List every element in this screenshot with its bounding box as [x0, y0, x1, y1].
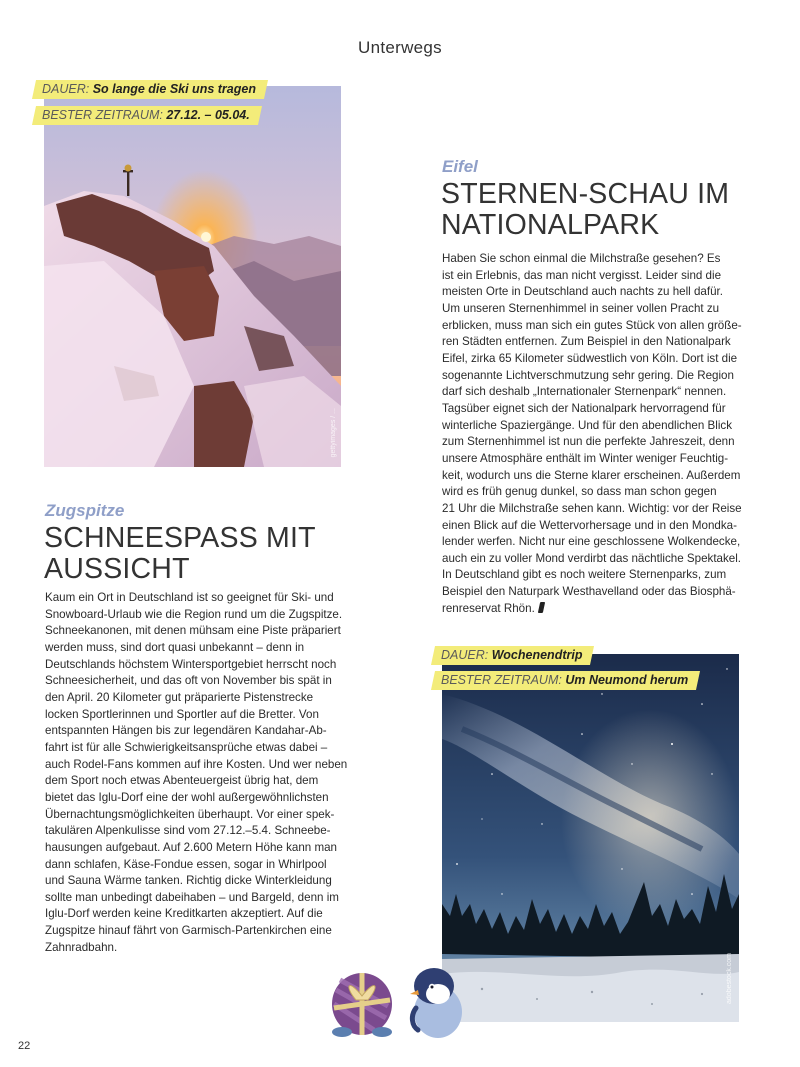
- eifel-kicker: Eifel: [442, 157, 478, 176]
- page-number: 22: [18, 1040, 31, 1052]
- gift-mascot-icon: [332, 973, 392, 1037]
- mountain-summit-image: [44, 86, 341, 467]
- eifel-article-body: Haben Sie schon einmal die Milchstraße gesehen? Es ist ein Erlebnis, das man nicht vergisst. Leider sind die meisten Orte in Deutschland auch nachts zu hell dafür. Um unseren Sternenhimmel in seiner vollen Pracht zu erblicken, muss man sich ein gutes Stück von allen größe- ren Städten entfernen. Zum Beispiel in den Nationalpark Eifel, zirka 65 Kilometer südwestlich von Köln. Dort ist die sogenannte Lichtverschmutzung sehr gering. Die Region darf sich deshalb „Internationaler Sternenpark“ nennen. Tagsüber eignet sich der Nationalpark hervorragend für winterliche Spaziergänge. Und für den abendlichen Blick zum Sternenhimmel ist nun die perfekte Jahreszeit, denn unsere Atmosphäre enthält im Winter weniger Feuchtig- keit, wodurch uns die Sterne klarer erscheinen. Außerdem wird es früh genug dunkel, so dass man schon gegen 21 Uhr die Milchstraße sehen kann. Wichtig: vor der Reise einen Blick auf die Wettervorhersage und in den Mondka- lender werfen. Nicht nur eine geschlossene Wolkendecke, auch ein zu voller Mond verdirbt das nächtliche Spektakel. In Deutschland gibt es noch weitere Sternenparks, zum Beispiel den Naturpark Westhavelland oder das Biosphä- renreservat Rhön.: [442, 252, 742, 615]
- zugspitze-kicker: Zugspitze: [45, 501, 125, 520]
- duration-tag: DAUER: So lange die Ski uns tragen: [32, 80, 268, 99]
- section-title: Unterwegs: [358, 38, 442, 57]
- mascot-illustration: [326, 960, 476, 1045]
- photo-credit: gettyimages / ...: [330, 407, 337, 457]
- penguin-mascot-icon: [410, 968, 462, 1038]
- eifel-photo: [442, 654, 739, 1022]
- night-sky-image: [442, 654, 739, 1022]
- eifel-headline: STERNEN-SCHAU IM NATIONALPARK: [441, 178, 730, 241]
- photo-credit: adobestock.com: [726, 953, 733, 1004]
- best-period-tag: BESTER ZEITRAUM: Um Neumond herum: [431, 671, 700, 690]
- best-period-tag: BESTER ZEITRAUM: 27.12. – 05.04.: [32, 106, 262, 125]
- end-of-article-mark: [538, 602, 545, 613]
- zugspitze-headline: SCHNEESPASS MIT AUSSICHT: [44, 522, 316, 585]
- duration-tag: DAUER: Wochenendtrip: [431, 646, 595, 665]
- zugspitze-photo: [44, 86, 341, 467]
- zugspitze-article-body: Kaum ein Ort in Deutschland ist so geeignet für Ski- und Snowboard-Urlaub wie die Region rund um die Zugspitze. Schneekanonen, mit denen mühsam eine Piste präpariert werden muss, sind dort quasi unbekannt – denn in Deutschlands höchstem Wintersportgebiet herrscht noch Schneesicherheit, und das oft von November bis spät in den April. 20 Kilometer gut präparierte Pistenstrecke locken Sportlerinnen und Sportler auf die Bretter. Von entspannten Hängen bis zur legendären Kandahar-Ab- fahrt ist für alle Schwierigkeitsansprüche etwas dabei – auch Rodel-Fans kommen auf ihre Kosten. Und wer neben dem Sport noch etwas Abenteuergeist übrig hat, dem bietet das Iglu-Dorf eine der wohl außergewöhnlichsten Übernachtungsmöglichkeiten überhaupt. Vor einer spek- takulären Alpenkulisse sind vom 27.12.–5.4. Schneebe- hausungen aufgebaut. Auf 2.600 Metern Höhe kann man dann schlafen, Käse-Fondue essen, sogar in Whirlpool und Sauna Wärme tanken. Richtig dicke Winterkleidung sollte man unbedingt dabeihaben – und Bargeld, denn im Iglu-Dorf werden keine Kreditkarten akzeptiert. Auf die Zugspitze hinauf fährt von Garmisch-Partenkirchen eine Zahnradbahn.: [45, 591, 348, 954]
